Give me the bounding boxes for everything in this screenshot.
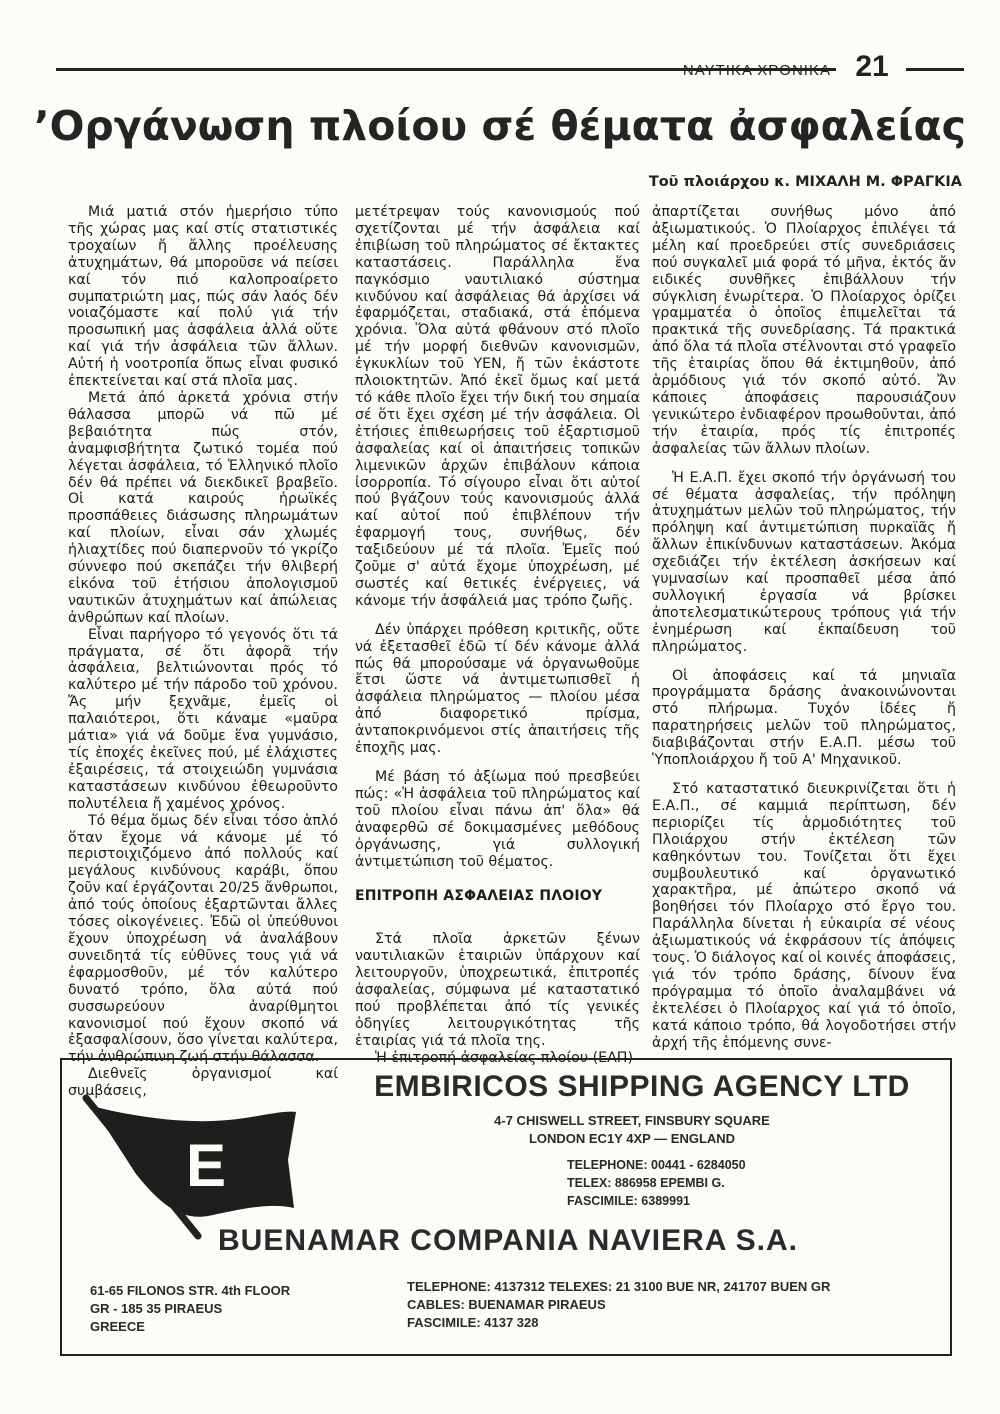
- paragraph: Εἶναι παρήγορο τό γεγονός ὅτι τά πράγματα, σέ ὅτι ἀφορᾶ τήν ἀσφάλεια, βελτιώνονται πρός τό καλύτερο μέ τήν πάροδο τοῦ χρόνου. Ἄς μήν ξεχνᾶμε, ἐμεῖς οἱ παλαιότεροι, ὅτι κάναμε «μαῦρα μάτια» γιά νά δοῦμε ἕνα γυμνάσιο, τίς ἐποχές ἐκεῖνες πού, μέ ἐλάχιστες ἐξαιρέσεις, τά στοιχειώδη γυμνάσια καταστάσεων κινδύνου ἐθεωροῦντο πολυτέλεια ἤ χαμένος χρόνος.: [68, 626, 338, 812]
- address-line: GREECE: [90, 1319, 145, 1334]
- contact-line: TELEX: 886958 EPEMBI G.: [567, 1176, 725, 1190]
- paragraph: μετέτρεψαν τούς κανονισμούς πού σχετίζονται μέ τήν ἀσφάλεια καί ἐπιβίωση τοῦ πληρώματος σέ ἔκτακτες καταστάσεις. Παράλληλα ἕνα παγκόσμιο ναυτιλιακό σύστημα κινδύνου καί ἀσφάλειας θά ἀρχίσει νά ἐφαρμόζεται, σταδιακά, στά ἑπόμενα χρόνια. Ὅλα αὐτά φθάνουν στό πλοῖο μέ τήν μορφή διεθνῶν κανονισμῶν, ἐγκυκλίων τοῦ ΥΕΝ, ἤ τῶν ἑκάστοτε πλοιοκτητῶν. Ἀπό ἐκεῖ ὅμως καί μετά τό κάθε πλοῖο ἔχει τήν δική του σημαία σέ ὅτι ἔχει σχέση μέ τήν ἀσφάλεια. Οἱ ἐτήσιες ἐπιθεωρήσεις τοῦ ἐξαρτισμοῦ ἀσφαλείας καί οἱ ἀπαιτήσεις τοπικῶν λιμενικῶν ἀρχῶν ἐπιβάλουν κάποια ἰσορροπία. Τό σίγουρο εἶναι ὅτι αὐτοί πού βγάζουν τούς κανονισμούς ἀλλά καί αὐτοί πού ἐπιβλέπουν τήν ἐφαρμογή τους, συνήθως, δέν ταξιδεύουν μέ τά πλοῖα. Ἐμεῖς πού ζοῦμε σ' αὐτά ἔχομε ὑποχρέωση, μέ σωστές καί θετικές ἐνέργειες, νά κάνομε τήν ἀσφάλειά μας τρόπο ζωῆς.: [355, 204, 640, 609]
- article-column-1: [68, 204, 338, 1100]
- paragraph: Τό θέμα ὅμως δέν εἶναι τόσο ἁπλό ὅταν ἔχομε νά κάνομε μέ τό περιστοιχιζόμενο ἀπό πολλούς καί μεγάλους κινδύνους καράβι, ὅπου ζοῦν καί ἐργάζονται 20/25 ἄνθρωποι, ἀπό τούς ὁποίους ἐξαρτῶνται ἄλλες τόσες οἰκογένειες. Ἐδῶ οἱ ὑπεύθυνοι ἔχουν ὑποχρέωση νά ἀναλάβουν συνειδητά τίς εὐθῦνες τους γιά νά ἐφαρμοσθοῦν, μέ τόν καλύτερο δυνατό τρόπο, ὅλα αὐτά πού συσσωρεύουν ἀναρίθμητοι κανονισμοί πού ἔχουν σκοπό νά ἐξασφαλίσουν, ὅσο γίνεται καλύτερα, τήν ἀνθρώπινη ζωή στήν θάλασσα.: [68, 812, 338, 1066]
- contacts-embiricos: [567, 1156, 867, 1210]
- address-line: LONDON EC1Y 4XP — ENGLAND: [528, 1131, 736, 1146]
- flag-letter: E: [185, 1132, 227, 1199]
- paragraph: Μετά ἀπό ἀρκετά χρόνια στήν θάλασσα μπορῶ νά πῶ μέ βεβαιότητα πώς στόν, ἀναμφισβήτητα ζωτικό τομέα πού λέγεται ἀσφάλεια, τό Ἑλληνικό πλοῖο δέν θά πρέπει νά διεκδικεῖ βραβεῖο. Οἱ κατά καιρούς ἡρωϊκές προσπάθειες διάσωσης πληρωμάτων καί πλοίων, εἶναι σάν χλωμές ἡλιαχτίδες πού διαπερνοῦν τό γκρίζο σύννεφο πού σκεπάζει τήν θλιβερή εἰκόνα τοῦ ἐτήσιου ἀπολογισμοῦ ναυτικῶν ἀτυχημάτων καί ἀπώλειας ἀνθρώπων καί πλοίων.: [68, 389, 338, 626]
- company-flag-logo: [78, 1090, 298, 1240]
- byline: Τοῦ πλοιάρχου κ. ΜΙΧΑΛΗ Μ. ΦΡΑΓΚΙΑ: [648, 174, 962, 190]
- paragraph: ἀπαρτίζεται συνήθως μόνο ἀπό ἀξιωματικούς. Ὁ Πλοίαρχος ἐπιλέγει τά μέλη καί προεδρεύει στίς συνεδριάσεις πού συγκαλεῖ μιά φορά τό μῆνα, ἐκτός ἄν ειδικές συνθῆκες ἐπιβάλλουν τήν σύγκλιση ἐνωρίτερα. Ὁ Πλοίαρχος ὁρίζει γραμματέα ὁ ὁποῖος ἐπιμελεῖται τά πρακτικά τῆς συνεδρίασης. Τά πρακτικά ἀπό ὅλα τά πλοῖα στέλνονται στό γραφεῖο τῆς ἑταιρίας ὅπου θά ἐκτιμηθοῦν, ἀπό ἁρμόδιους γιά τόν σκοπό αὐτό. Ἄν κάποιες ἀποφάσεις παρουσιάζουν γενικώτερο ἐνδιαφέρον προωθοῦνται, ἀπό τήν ἑταιρία, πρός τίς ἐπιτροπές ἀσφαλείας τῶν ἄλλων πλοίων.: [652, 204, 956, 457]
- article-title: ’Οργάνωση πλοίου σέ θέματα ἀσφαλείας: [34, 102, 966, 150]
- paragraph: Μιά ματιά στόν ἡμερήσιο τύπο τῆς χώρας μας καί στίς στατιστικές τροχαίων ἤ ἄλλης προέλευσης ἀτυχημάτων, θά μποροῦσε νά πείσει καί τόν πιό καλοπροαίρετο συμπατριώτη μας, πώς σάν λαός δέν νοιαζόμαστε καί πολύ γιά τήν προσωπική μας ἀσφάλεια ἀλλά οὔτε καί γιά τήν ἀσφάλεια τῶν ἄλλων. Αὐτή ἡ νοοτροπία ὅπως εἶναι φυσικό ἐπεκτείνεται καί στά πλοῖα μας.: [68, 204, 338, 390]
- address-embiricos: [452, 1112, 812, 1148]
- paragraph: Ἡ ἐπιτροπή ἀσφαλείας πλοίου (ΕΑΠ): [375, 1049, 633, 1066]
- paragraph: Οἱ ἀποφάσεις καί τά μηνιαῖα προγράμματα δράσης ἀνακοινώνονται στό πλήρωμα. Τυχόν ἰδέες ἤ παρατηρήσεις μελῶν τοῦ πληρώματος, διαβιβάζονται στήν Ε.Α.Π. μέσω τοῦ Ὑποπλοιάρχου ἤ τοῦ Α' Μηχανικοῦ.: [652, 667, 956, 769]
- company-name-buenamar: BUENAMAR COMPANIA NAVIERA S.A.: [217, 1224, 798, 1257]
- paragraph: Στά πλοῖα ἀρκετῶν ξένων ναυτιλιακῶν ἑταιριῶν ὑπάρχουν καί λειτουργοῦν, ὑποχρεωτικά, ἐπιτροπές ἀσφαλείας, σύμφωνα μέ καταστατικό πού προβλέπεται ἀπό τίς γενικές ὁδηγίες λειτουργικότητας τῆς ἑταιρίας γιά τά πλοῖα της.: [355, 931, 640, 1049]
- paragraph: Ἡ Ε.Α.Π. ἔχει σκοπό τήν ὀργάνωσή του σέ θέματα ἀσφαλείας, τήν πρόληψη ἀτυχημάτων μελῶν τοῦ πληρώματος, τήν πρόληψη καί ἀντιμετώπιση πυρκαϊᾶς ἤ ἄλλων ἐπικίνδυνων καταστάσεων. Ἀκόμα σχεδιάζει τήν ἐκτέλεση ἀσκήσεων καί γυμνασίων καί προσπαθεῖ μέσα ἀπό συλλογική ἐργασία νά βρίσκει ἀποτελεσματικώτερους τρόπους γιά τήν ἐνημέρωση καί ἐκπαίδευση τοῦ πληρώματος.: [652, 469, 956, 655]
- paragraph: Δέν ὑπάρχει πρόθεση κριτικῆς, οὔτε νά ἐξετασθεῖ ἐδῶ τί δέν κάνομε ἀλλά πώς θά μπορούσαμε νά ὀργανωθοῦμε ἔτσι ὥστε νά ἀντιμετωπισθεῖ ἡ ἀσφάλεια πληρώματος — πλοίου μέσα ἀπό διαφορετικό πρίσμα, ἀνταποκρινόμενοι στίς ἀπαιτήσεις τῆς ἐποχῆς μας.: [355, 621, 640, 757]
- advertisement-box: [60, 1058, 952, 1356]
- address-line: 4-7 CHISWELL STREET, FINSBURY SQUARE: [494, 1113, 770, 1128]
- contact-line: CABLES: BUENAMAR PIRAEUS: [407, 1297, 606, 1312]
- paragraph: Μέ βάση τό ἀξίωμα πού πρεσβεύει πώς: «Ἡ ἀσφάλεια τοῦ πληρώματος καί τοῦ πλοίου εἶναι πάνω ἀπ' ὅλα» θά ἀναφερθῶ σέ δοκιμασμένες μεθόδους ὀργάνωσης, γιά συλλογική ἀντιμετώπιση τοῦ θέματος.: [355, 769, 640, 870]
- address-line: GR - 185 35 PIRAEUS: [90, 1301, 223, 1316]
- article-column-2: [355, 204, 640, 1066]
- article-column-3: [652, 204, 957, 1051]
- contact-line: FASCIMILE: 4137 328: [407, 1315, 539, 1330]
- section-heading: ΕΠΙΤΡΟΠΗ ΑΣΦΑΛΕΙΑΣ ΠΛΟΙΟΥ: [355, 888, 603, 905]
- paragraph: Στό καταστατικό διευκρινίζεται ὅτι ἡ Ε.Α.Π., σέ καμμιά περίπτωση, δέν περιορίζει τίς ἁρμοδιότητες τοῦ Πλοιάρχου στήν ἐκτέλεση τῶν καθηκόντων του. Τονίζεται ὅτι ἔχει συμβουλευτικό καί ὀργανωτικό χαρακτῆρα, μέ ἀπώτερο σκοπό νά βοηθήσει τόν Πλοίαρχο στό ἔργο του. Παράλληλα δίνεται ἡ εὐκαιρία σέ νέους ἀξιωματικούς νά ἐκφράσουν τίς ἀπόψεις τους. Ὁ διάλογος καί οἱ κοινές ἀποφάσεις, γιά τόν τρόπο δράσης, δίνουν ἕνα πρόγραμμα τό ὁποῖο ἀναλαμβάνει νά ἐκτελέσει ὁ Πλοίαρχος καί γιά τό ὁποῖο, κατά κάποιο τρόπο, θά λογοδοτήσει στήν ἀρχή τῆς ἑπόμενης συνε-: [652, 781, 957, 1051]
- contact-line: TELEPHONE: 4137312 TELEXES: 21 3100 BUE NR, 241707 BUEN GR: [407, 1279, 831, 1294]
- address-line: 61-65 FILONOS STR. 4th FLOOR: [90, 1283, 291, 1298]
- paragraph: Διεθνεῖς ὀργανισμοί καί συμβάσεις,: [68, 1066, 338, 1100]
- contact-line: FASCIMILE: 6389991: [567, 1194, 690, 1208]
- address-buenamar: [90, 1282, 350, 1336]
- page-number: 21: [855, 50, 889, 83]
- header-rule-right: [906, 68, 964, 71]
- contacts-buenamar: [407, 1278, 947, 1332]
- running-title: ΝΑΥΤΙΚΑ ΧΡΟΝΙΚΑ: [682, 62, 831, 79]
- company-name-embiricos: EMBIRICOS SHIPPING AGENCY LTD: [374, 1070, 910, 1103]
- contact-line: TELEPHONE: 00441 - 6284050: [567, 1158, 746, 1172]
